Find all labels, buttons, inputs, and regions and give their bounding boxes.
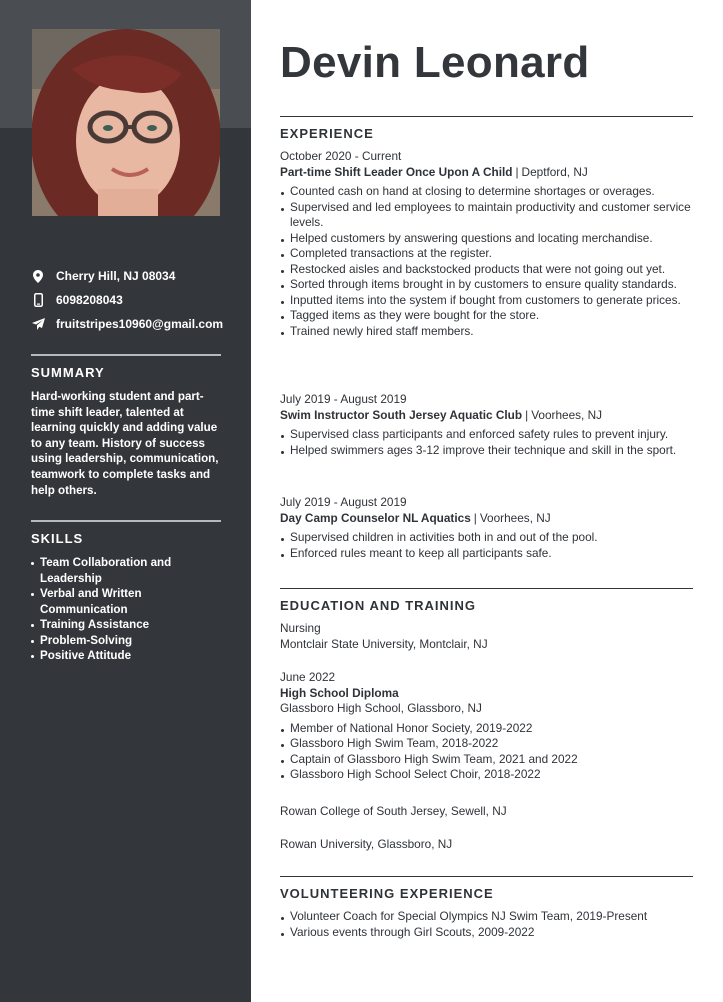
job-bullet: Completed transactions at the register. (280, 246, 693, 262)
job-bullet: Inputted items into the system if bought from customers to generate prices. (280, 293, 693, 309)
profile-photo (32, 29, 220, 216)
location-text: Cherry Hill, NJ 08034 (56, 269, 176, 283)
job-bullet: Sorted through items brought in by customers to ensure quality standards. (280, 277, 693, 293)
volunteering-item: Volunteer Coach for Special Olympics NJ Swim Team, 2019-Present (280, 909, 693, 925)
job-dates: July 2019 - August 2019 (280, 495, 407, 509)
education-date: June 2022 (280, 670, 336, 684)
skill-item: Training Assistance (31, 617, 221, 633)
job-bullet: Trained newly hired staff members. (280, 324, 693, 340)
education-school: Montclair State University, Montclair, NJ (280, 636, 488, 651)
paper-plane-icon (31, 317, 45, 331)
education-degree: High School Diploma (280, 685, 399, 700)
volunteering-list (280, 905, 693, 940)
summary-divider (31, 354, 221, 356)
volunteering-item: Various events through Girl Scouts, 2009-2022 (280, 925, 693, 941)
volunteering-title: VOLUNTEERING EXPERIENCE (280, 886, 494, 901)
education-bullet: Captain of Glassboro High Swim Team, 2021 and 2022 (280, 752, 693, 768)
job-heading: Day Camp Counselor NL Aquatics | Voorhees, NJ (280, 510, 551, 525)
education-entry (280, 621, 693, 652)
education-school: Rowan University, Glassboro, NJ (280, 837, 453, 851)
skills-section (31, 520, 221, 664)
education-bullets (280, 721, 693, 783)
job-heading: Part-time Shift Leader Once Upon A Child | Deptford, NJ (280, 164, 588, 179)
job-bullet: Tagged items as they were bought for the store. (280, 308, 693, 324)
education-bullet: Glassboro High School Select Choir, 2018-2022 (280, 767, 693, 783)
job-bullet: Supervised class participants and enforced safety rules to prevent injury. (280, 427, 693, 443)
job-location: Deptford, NJ (521, 164, 588, 179)
volunteering-divider (280, 876, 693, 877)
job-bullet: Restocked aisles and backstocked products that were not going out yet. (280, 262, 693, 278)
education-entry (280, 670, 693, 783)
summary-section (31, 354, 221, 498)
skills-list (31, 555, 221, 664)
job-entry (280, 149, 693, 339)
location-pin-icon (31, 269, 45, 283)
skill-item: Team Collaboration and Leadership (31, 555, 221, 586)
job-bullets (280, 530, 693, 561)
education-title: EDUCATION AND TRAINING (280, 598, 477, 613)
volunteering-bullets (280, 909, 693, 940)
job-bullets (280, 427, 693, 458)
education-bullet: Member of National Honor Society, 2019-2022 (280, 721, 693, 737)
contact-email (31, 312, 231, 336)
skills-divider (31, 520, 221, 522)
job-title: Part-time Shift Leader Once Upon A Child (280, 164, 513, 179)
contact-location (31, 264, 231, 288)
job-bullet: Helped customers by answering questions and locating merchandise. (280, 231, 693, 247)
job-title: Day Camp Counselor NL Aquatics (280, 510, 471, 525)
sidebar (0, 0, 251, 1002)
education-divider (280, 588, 693, 589)
skills-title: SKILLS (31, 531, 84, 546)
education-school: Glassboro High School, Glassboro, NJ (280, 701, 482, 715)
job-dates: October 2020 - Current (280, 149, 402, 163)
summary-title: SUMMARY (31, 365, 105, 380)
phone-text: 6098208043 (56, 293, 123, 307)
candidate-name: Devin Leonard (280, 38, 590, 87)
experience-divider (280, 116, 693, 117)
education-bullet: Glassboro High Swim Team, 2018-2022 (280, 736, 693, 752)
experience-title: EXPERIENCE (280, 126, 374, 141)
skill-item: Problem-Solving (31, 633, 221, 649)
phone-icon (31, 293, 45, 307)
summary-text: Hard-working student and part-time shift leader, talented at learning quickly and adding value to any team. History of success using leadership, communication, teamwork to complete tasks and help others. (31, 390, 219, 497)
skill-item: Positive Attitude (31, 648, 221, 664)
contact-info (31, 264, 231, 336)
contact-phone (31, 288, 231, 312)
job-entry (280, 495, 693, 561)
job-bullet: Counted cash on hand at closing to determine shortages or overages. (280, 184, 693, 200)
job-entry (280, 392, 693, 458)
skill-item: Verbal and Written Communication (31, 586, 221, 617)
job-heading: Swim Instructor South Jersey Aquatic Club | Voorhees, NJ (280, 407, 603, 422)
job-location: Voorhees, NJ (531, 407, 603, 422)
job-bullet: Supervised and led employees to maintain productivity and customer service levels. (280, 200, 693, 231)
job-bullets (280, 184, 693, 339)
job-dates: July 2019 - August 2019 (280, 392, 407, 406)
job-location: Voorhees, NJ (479, 510, 551, 525)
job-bullet: Helped swimmers ages 3-12 improve their technique and skill in the sport. (280, 443, 693, 459)
job-bullet: Enforced rules meant to keep all participants safe. (280, 546, 693, 562)
job-bullet: Supervised children in activities both in and out of the pool. (280, 530, 693, 546)
education-school: Rowan College of South Jersey, Sewell, NJ (280, 804, 507, 818)
education-entry (280, 804, 693, 820)
education-field: Nursing (280, 621, 321, 635)
education-entry (280, 837, 693, 853)
email-text[interactable]: fruitstripes10960@gmail.com (56, 317, 224, 331)
job-title: Swim Instructor South Jersey Aquatic Club (280, 407, 523, 422)
